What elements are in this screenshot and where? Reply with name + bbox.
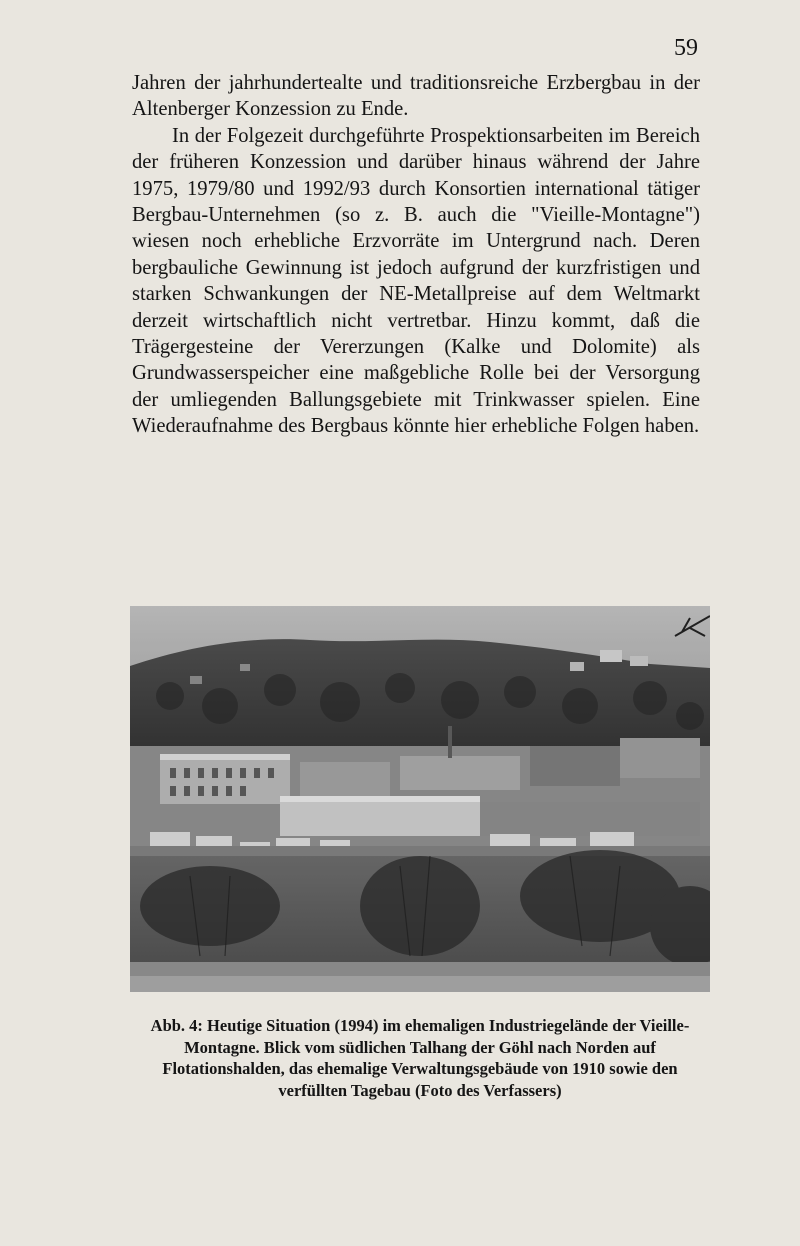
photo-industrial-site [130, 606, 710, 992]
paragraph-2: In der Folgezeit durchgeführte Prospektionsarbeiten im Bereich der früheren Konzession und darüber hinaus während der Jahre 1975, 1979/80 und 1992/93 durch Konsortien international tätiger Bergbau-Unternehmen (so z. B. auch die "Vieille-Montagne") wiesen noch erhebliche Erzvorräte im Untergrund nach. Deren bergbauliche Gewinnung ist jedoch aufgrund der kurzfristigen und starken Schwankungen der NE-Metallpreise auf dem Weltmarkt derzeit wirtschaftlich nicht vertretbar. Hinzu kommt, daß die Trägergesteine der Vererzungen (Kalke und Dolomite) als Grundwasserspeicher eine maßgebliche Rolle bei der Versorgung der umliegenden Ballungsgebiete mit Trinkwasser spielen. Eine Wiederaufnahme des Bergbaus könnte hier erhebliche Folgen haben. [132, 124, 700, 438]
photo-illustration [130, 606, 710, 992]
page-number: 59 [674, 35, 698, 61]
paragraph-1: Jahren der jahrhundertealte und traditionsreiche Erzbergbau in der Altenberger Konzession zu Ende. [132, 72, 700, 121]
figure-caption: Abb. 4: Heutige Situation (1994) im ehemaligen Industriegelände der Vieille-Montagne. Blick vom südlichen Talhang der Göhl nach Norden auf Flotationshalden, das ehemalige Verwaltungsgebäude von 1910 sowie den verfüllten Tagebau (Foto des Verfassers) [150, 1016, 690, 1100]
body-text [132, 70, 700, 440]
